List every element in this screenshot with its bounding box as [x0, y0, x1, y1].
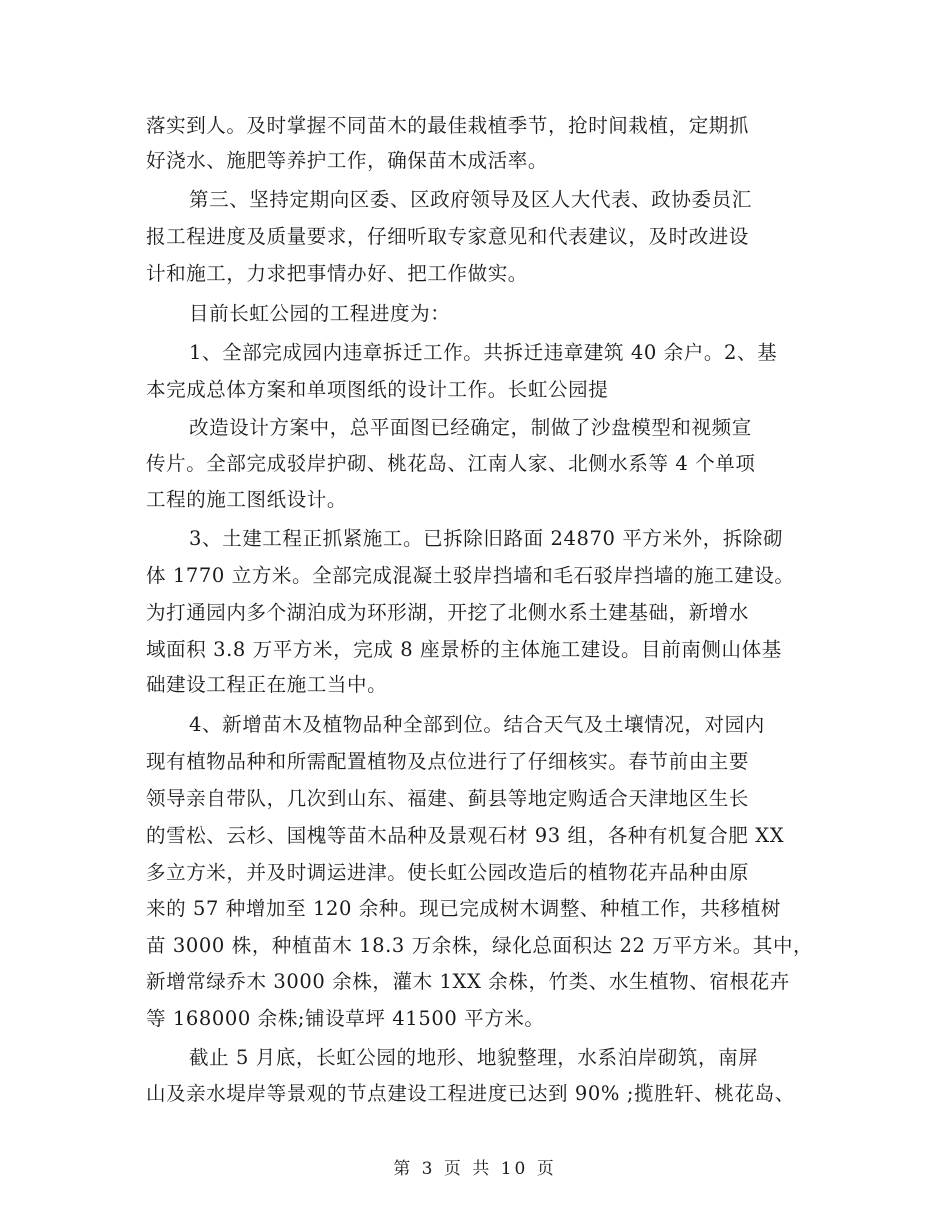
body-text-line: 体 1770 立方米。全部完成混凝土驳岸挡墙和毛石驳岸挡墙的施工建设。	[146, 564, 795, 587]
body-text-line: 报工程进度及质量要求，仔细听取专家意见和代表建议，及时改进设	[146, 225, 750, 248]
body-text-line: 山及亲水堤岸等景观的节点建设工程进度已达到 90% ;揽胜轩、桃花岛、	[146, 1082, 795, 1105]
body-text-line: 为打通园内多个湖泊成为环形湖，开挖了北侧水系土建基础，新增水	[146, 601, 750, 624]
body-text-line: 来的 57 种增加至 120 余种。现已完成树木调整、种植工作，共移植树	[146, 897, 781, 920]
body-text-line: 等 168000 余株;铺设草坪 41500 平方米。	[146, 1007, 545, 1030]
body-text-line: 础建设工程正在施工当中。	[146, 673, 388, 696]
body-text-line: 多立方米，并及时调运进津。使长虹公园改造后的植物花卉品种由原	[146, 861, 750, 884]
body-text-line: 好浇水、施肥等养护工作，确保苗木成活率。	[146, 149, 549, 172]
body-text-line: 新增常绿乔木 3000 余株，灌木 1XX 余株，竹类、水生植物、宿根花卉	[146, 970, 790, 993]
body-text-line: 落实到人。及时掌握不同苗木的最佳栽植季节，抢时间栽植，定期抓	[146, 114, 750, 137]
body-text-line: 计和施工，力求把事情办好、把工作做实。	[146, 262, 528, 285]
body-text-line: 第三、坚持定期向区委、区政府领导及区人大代表、政协委员汇	[189, 188, 752, 211]
body-text-line: 现有植物品种和所需配置植物及点位进行了仔细核实。春节前由主要	[146, 750, 750, 773]
body-text-line: 3、土建工程正抓紧施工。已拆除旧路面 24870 平方米外，拆除砌	[189, 527, 784, 550]
body-text-line: 苗 3000 株，种植苗木 18.3 万余株，绿化总面积达 22 万平方米。其中，	[146, 934, 814, 957]
body-text-line: 目前长虹公园的工程进度为：	[189, 302, 451, 325]
body-text-line: 截止 5 月底，长虹公园的地形、地貌整理，水系泊岸砌筑，南屏	[189, 1046, 759, 1069]
body-text-line: 传片。全部完成驳岸护砌、桃花岛、江南人家、北侧水系等 4 个单项	[146, 452, 756, 475]
body-text-line: 领导亲自带队，几次到山东、福建、蓟县等地定购适合天津地区生长	[146, 787, 750, 810]
page-footer: 第 3 页 共 10 页	[393, 1159, 557, 1179]
body-text-line: 的雪松、云杉、国槐等苗木品种及景观石材 93 组，各种有机复合肥 XX	[146, 824, 785, 847]
body-text-line: 4、新增苗木及植物品种全部到位。结合天气及土壤情况，对园内	[189, 713, 765, 736]
body-text-line: 1、全部完成园内违章拆迁工作。共拆迁违章建筑 40 余户。2、基	[189, 341, 778, 364]
body-text-line: 域面积 3.8 万平方米，完成 8 座景桥的主体施工建设。目前南侧山体基	[146, 638, 782, 661]
body-text-line: 改造设计方案中，总平面图已经确定，制做了沙盘模型和视频宣	[189, 416, 752, 439]
body-text-line: 本完成总体方案和单项图纸的设计工作。长虹公园提	[146, 378, 609, 401]
body-text-line: 工程的施工图纸设计。	[146, 488, 348, 511]
